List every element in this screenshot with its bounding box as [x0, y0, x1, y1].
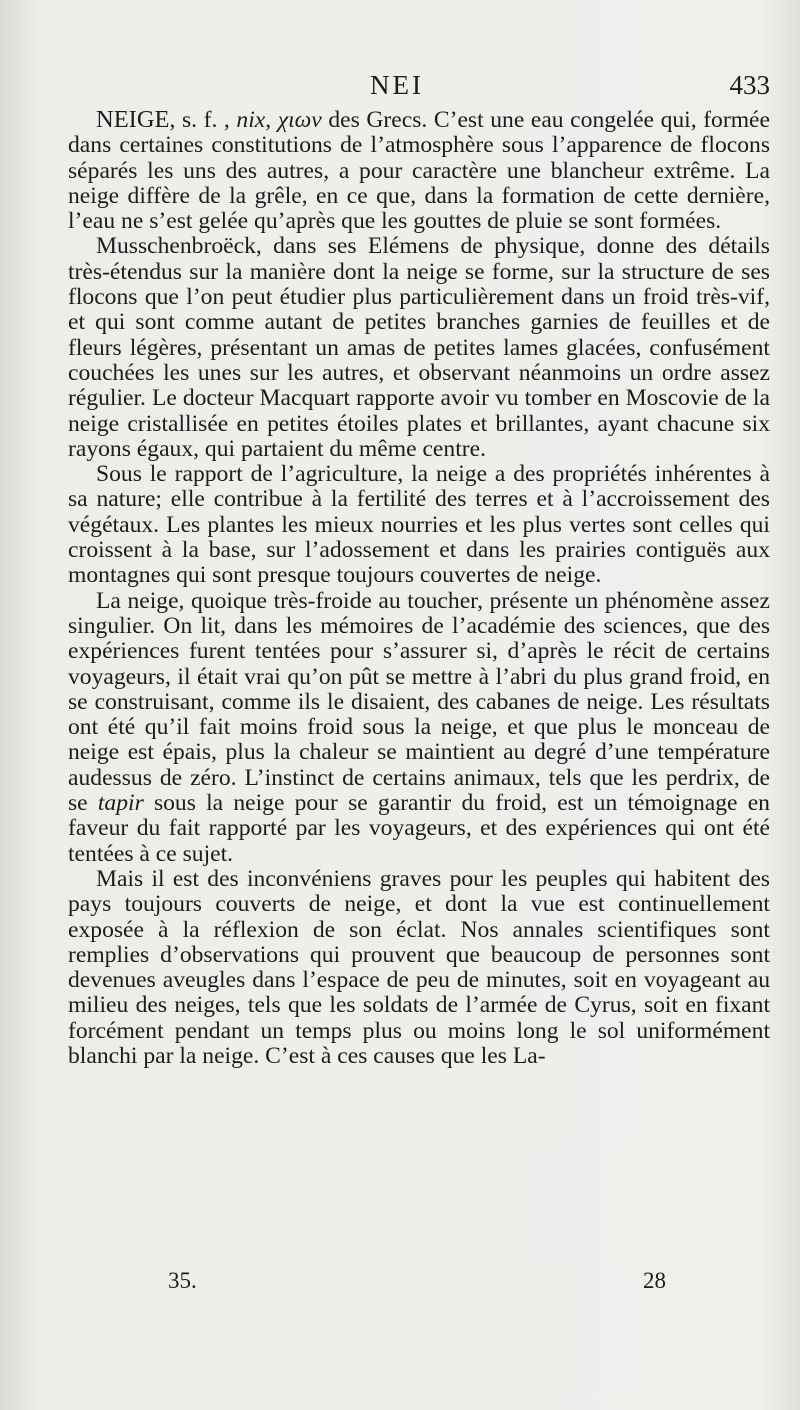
latin-term: nix: [236, 107, 266, 133]
paragraph-4-text-a: La neige, quoique très-froide au toucher, présente un phénomène assez singulier. On lit, dans les mémoires de l’académie des sciences, que des expériences furent tentées pour s’assurer si, d’après le récit de certains voyageurs, il était vrai qu’on pût se mettre à l’abri du plus grand froid, en se construisant, comme ils le disaient, des cabanes de neige. Les résultats ont été qu’il fait moins froid sous la neige, et que plus le monceau de neige est épais, plus la chaleur se maintient au degré d’une température audessus de zéro. L’instinct de certains animaux, tels que les perdrix, de se: [68, 587, 770, 817]
paragraph-3: Sous le rapport de l’agriculture, la neige a des propriétés inhérentes à sa nature; elle contribue à la fertilité des terres et à l’accroissement des végétaux. Les plantes les mieux nourries et les plus vertes sont celles qui croissent à la base, sur l’adossement et dans les prairies contiguës aux montagnes qui sont presque toujours couvertes de neige.: [68, 461, 770, 589]
grammar-note: , s. f. ,: [169, 107, 237, 133]
catchword: 28: [643, 1268, 666, 1293]
running-head: [70, 70, 770, 106]
greek-term: χιων: [277, 107, 322, 133]
signature-mark: 35.: [168, 1268, 197, 1293]
paragraph-1: [68, 107, 770, 234]
italic-term-tapir: tapir: [97, 790, 144, 817]
paragraph-4-text-b: sous la neige pour se garantir du froid, est un témoignage en faveur du fait rapporté par les voyageurs, et des expériences qui ont été tentées à ce sujet.: [68, 790, 770, 867]
paragraph-1-text: des Grecs. C’est une eau congelée qui, formée dans certaines constitutions de l’atmosphère sous l’apparence de flocons séparés les uns des autres, a pour caractère une blancheur extrême. La neige diffère de la grêle, en ce que, dans la formation de cette dernière, l’eau ne s’est gelée qu’après que les gouttes de pluie se sont formées.: [68, 107, 771, 235]
headword: NEIGE: [96, 106, 170, 133]
page-footer: [68, 1268, 770, 1302]
running-title: NEI: [370, 70, 424, 100]
comma: ,: [265, 107, 278, 133]
paragraph-2: Musschenbroëck, dans ses Elémens de physique, donne des détails très-étendus sur la manière dont la neige se forme, sur la structure de ses flocons que l’on peut étudier plus particulièrement dans un froid très-vif, et qui sont comme autant de petites branches garnies de feuilles et de fleurs légères, présentant un amas de petites lames glacées, confusément couchées les unes sur les autres, et observant néanmoins un ordre assez régulier. Le docteur Macquart rapporte avoir vu tomber en Moscovie de la neige cristallisée en petites étoiles plates et brillantes, ayant chacune six rayons égaux, qui partaient du même centre.: [68, 233, 770, 462]
entry-text: [68, 107, 770, 1069]
paragraph-4: [68, 589, 770, 867]
page-number: 433: [729, 70, 770, 100]
paragraph-5: Mais il est des inconvéniens graves pour les peuples qui habitent des pays toujours couverts de neige, et dont la vue est continuellement exposée à la réflexion de son éclat. Nos annales scientifiques sont remplies d’observations qui prouvent que beaucoup de personnes sont devenues aveugles dans l’espace de peu de minutes, soit en voyageant au milieu des neiges, tels que les soldats de l’armée de Cyrus, soit en fixant forcément pendant un temps plus ou moins long le sol uniformément blanchi par la neige. C’est à ces causes que les La-: [68, 865, 770, 1069]
